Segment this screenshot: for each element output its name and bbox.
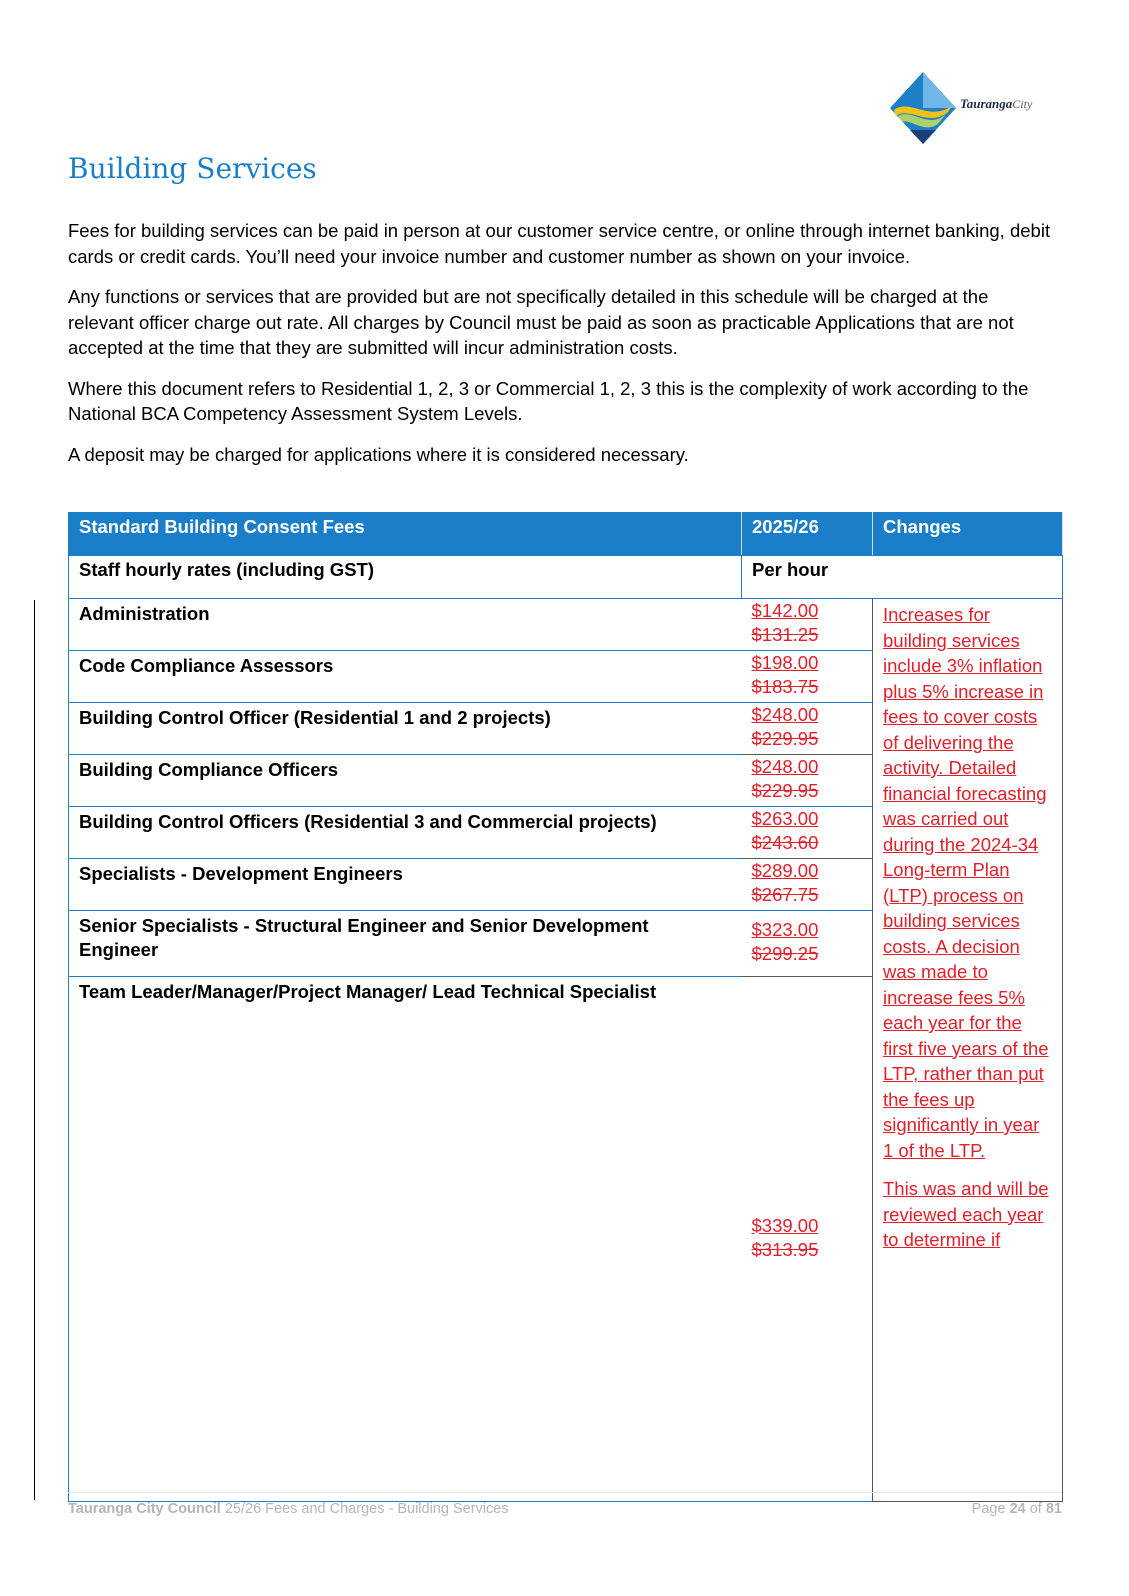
header-year: 2025/26 [742, 513, 873, 556]
logo-brand: Tauranga [960, 96, 1013, 111]
row-label: Code Compliance Assessors [69, 651, 742, 703]
row-price [742, 807, 873, 859]
logo-wordmark [960, 96, 1032, 112]
row-price [742, 703, 873, 755]
logo-city: City [1012, 97, 1033, 111]
tauranga-city-logo [888, 70, 1058, 146]
row-label: Specialists - Development Engineers [69, 859, 742, 911]
footer-total: 81 [1045, 1501, 1062, 1517]
row-label: Administration [69, 599, 742, 651]
footer-doc: 25/26 Fees and Charges - Building Services [224, 1501, 509, 1517]
row-price [742, 911, 873, 977]
row-price [742, 599, 873, 651]
changes-text: This was and will be reviewed each year to determine if [883, 1178, 1049, 1250]
page-footer [68, 1492, 1062, 1517]
old-price: $183.75 [751, 676, 819, 697]
intro-paragraph: A deposit may be charged for applications where it is considered necessary. [68, 443, 689, 465]
row-price [742, 651, 873, 703]
table-header-row [69, 513, 1063, 556]
row-label: Team Leader/Manager/Project Manager/ Lead Technical Specialist [69, 977, 742, 1502]
row-label: Senior Specialists - Structural Engineer and Senior Development Engineer [69, 911, 742, 977]
new-price: $289.00 [751, 860, 819, 881]
subheader-label: Staff hourly rates (including GST) [69, 556, 742, 599]
old-price: $313.95 [751, 1238, 819, 1260]
table-subheader-row [69, 556, 1063, 599]
new-price: $248.00 [751, 704, 819, 725]
changes-paragraph [883, 602, 1052, 1163]
page-title: Building Services [68, 152, 317, 185]
footer-of-word: of [1029, 1501, 1042, 1517]
page-number [972, 1501, 1062, 1517]
intro-text [68, 218, 1058, 482]
table-row [69, 599, 1063, 651]
changes-note [873, 599, 1063, 1502]
header-changes: Changes [873, 513, 1063, 556]
row-label: Building Control Officer (Residential 1 and 2 projects) [69, 703, 742, 755]
old-price: $229.95 [751, 780, 819, 801]
intro-paragraph: Any functions or services that are provided but are not specifically detailed in this schedule will be charged at the relevant officer charge out rate. All charges by Council must be paid as soon as practicable Applications that are not accepted at the time that they are submitted will incur administration costs. [68, 286, 1014, 358]
old-price: $267.75 [751, 884, 819, 905]
new-price: $339.00 [751, 1214, 819, 1236]
new-price: $198.00 [751, 652, 819, 673]
subheader-unit: Per hour [742, 556, 1063, 599]
footer-left [68, 1501, 509, 1517]
changes-text: Increases for building services include 3% inflation plus 5% increase in fees to cover costs of delivering the activity. Detailed financial forecasting was carried out during the 2024-34 Long-term Plan (LTP) process on building services costs. A decision was made to increase fees 5% each year for the first five years of the LTP, rather than put the fees up significantly in year 1 of the LTP. [883, 604, 1049, 1161]
header-fees: Standard Building Consent Fees [69, 513, 742, 556]
changes-paragraph [883, 1176, 1052, 1253]
row-price [742, 755, 873, 807]
footer-page-word: Page [971, 1501, 1006, 1517]
intro-paragraph: Where this document refers to Residential 1, 2, 3 or Commercial 1, 2, 3 this is the complexity of work according to the National BCA Competency Assessment System Levels. [68, 377, 1029, 424]
footer-org: Tauranga City Council [68, 1501, 221, 1517]
old-price: $131.25 [751, 624, 819, 645]
old-price: $299.25 [751, 943, 819, 964]
intro-paragraph: Fees for building services can be paid in person at our customer service centre, or online through internet banking, debit cards or credit cards. You’ll need your invoice number and customer number as shown on your invoice. [68, 220, 1051, 267]
row-price [742, 977, 873, 1502]
new-price: $323.00 [751, 919, 819, 940]
new-price: $142.00 [751, 600, 819, 621]
new-price: $248.00 [751, 756, 819, 777]
change-bar [34, 600, 35, 1500]
logo-diamond-icon [888, 70, 958, 146]
row-price [742, 859, 873, 911]
new-price: $263.00 [751, 808, 819, 829]
old-price: $229.95 [751, 728, 819, 749]
row-label: Building Control Officers (Residential 3 and Commercial projects) [69, 807, 742, 859]
fees-table [68, 512, 1063, 1502]
old-price: $243.60 [751, 832, 819, 853]
footer-page: 24 [1009, 1501, 1026, 1517]
row-label: Building Compliance Officers [69, 755, 742, 807]
